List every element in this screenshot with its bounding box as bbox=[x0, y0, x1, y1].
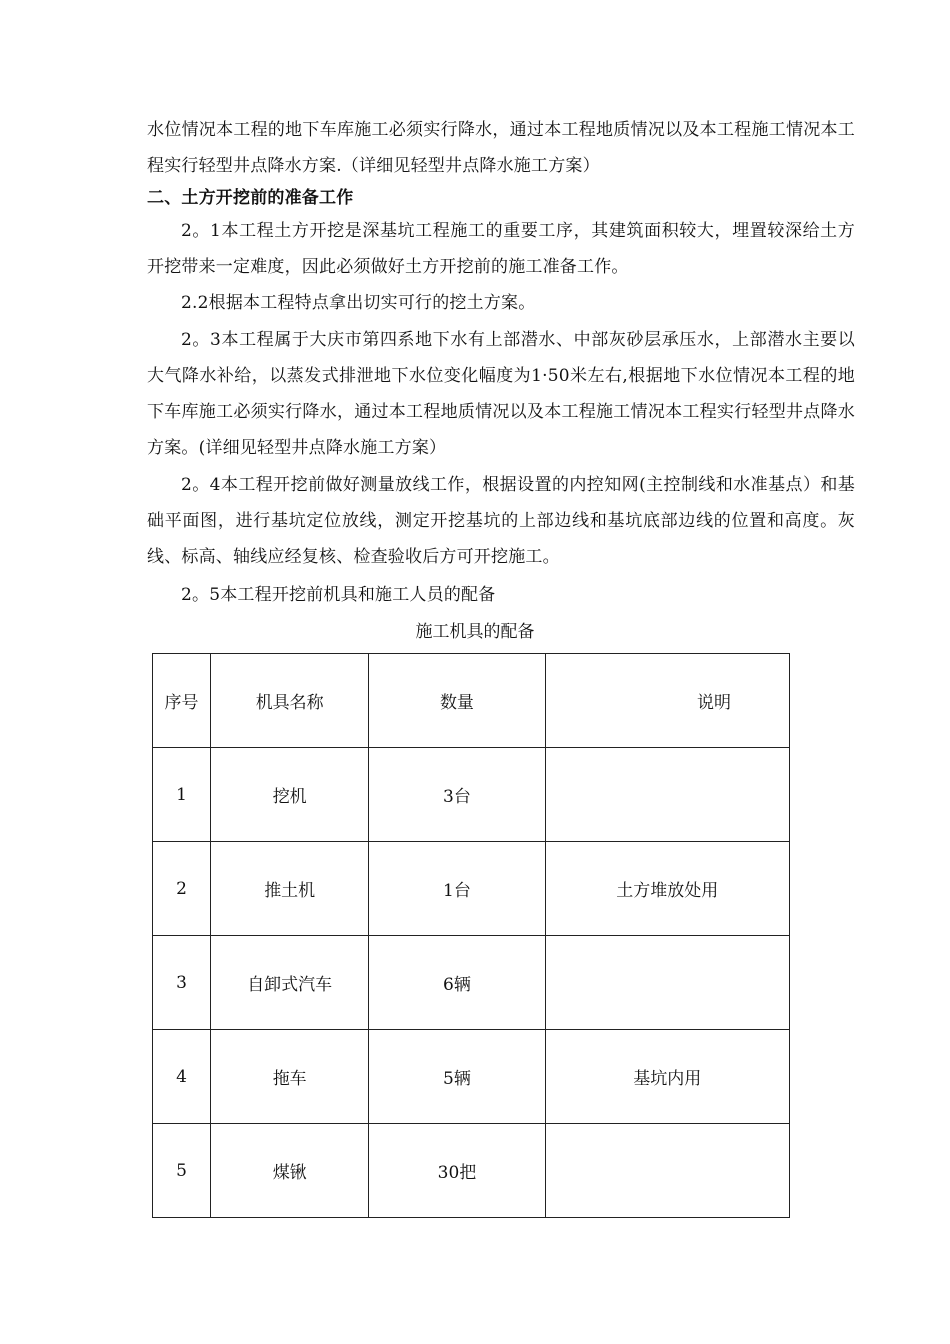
cell-index: 1 bbox=[153, 748, 211, 842]
cell-equipment-name: 推土机 bbox=[211, 842, 369, 936]
table-row bbox=[153, 936, 790, 1030]
header-description: 说明 bbox=[545, 654, 789, 748]
paragraph-2-3: 2。3本工程属于大庆市第四系地下水有上部潜水、中部灰砂层承压水，上部潜水主要以大气降水补给，以蒸发式排泄地下水位变化幅度为1·50米左右,根据地下水位情况本工程的地下车库施工必须实行降水，通过本工程地质情况以及本工程施工情况本工程实行轻型井点降水方案。(详细见轻型井点降水施工方案） bbox=[147, 330, 855, 458]
cell-equipment-name: 拖车 bbox=[211, 1030, 369, 1124]
table-row bbox=[153, 1030, 790, 1124]
cell-description bbox=[545, 748, 789, 842]
cell-index: 3 bbox=[153, 936, 211, 1030]
section-heading: 二、土方开挖前的准备工作 bbox=[147, 188, 354, 208]
table-header-row bbox=[153, 654, 790, 748]
cell-index: 2 bbox=[153, 842, 211, 936]
paragraph-2-1: 2。1本工程土方开挖是深基坑工程施工的重要工序，其建筑面积较大，埋置较深给土方开挖带来一定难度，因此必须做好土方开挖前的施工准备工作。 bbox=[147, 221, 855, 277]
cell-quantity: 30把 bbox=[369, 1124, 545, 1218]
table-row bbox=[153, 1124, 790, 1218]
table-caption: 施工机具的配备 bbox=[415, 622, 535, 642]
cell-quantity: 5辆 bbox=[369, 1030, 545, 1124]
cell-index: 4 bbox=[153, 1030, 211, 1124]
cell-description: 基坑内用 bbox=[545, 1030, 789, 1124]
paragraph-water-level: 水位情况本工程的地下车库施工必须实行降水，通过本工程地质情况以及本工程施工情况本工程实行轻型井点降水方案.（详细见轻型井点降水施工方案） bbox=[147, 120, 855, 176]
cell-description bbox=[545, 1124, 789, 1218]
paragraph-2-4: 2。4本工程开挖前做好测量放线工作，根据设置的内控知网(主控制线和水准基点）和基础平面图，进行基坑定位放线，测定开挖基坑的上部边线和基坑底部边线的位置和高度。灰线、标高、轴线应经复核、检查验收后方可开挖施工。 bbox=[147, 475, 855, 567]
cell-equipment-name: 挖机 bbox=[211, 748, 369, 842]
paragraph-2-2: 2.2根据本工程特点拿出切实可行的挖土方案。 bbox=[181, 293, 536, 313]
cell-description: 土方堆放处用 bbox=[545, 842, 789, 936]
table-row bbox=[153, 748, 790, 842]
header-index: 序号 bbox=[153, 654, 211, 748]
cell-equipment-name: 煤锹 bbox=[211, 1124, 369, 1218]
cell-description bbox=[545, 936, 789, 1030]
cell-index: 5 bbox=[153, 1124, 211, 1218]
cell-equipment-name: 自卸式汽车 bbox=[211, 936, 369, 1030]
cell-quantity: 1台 bbox=[369, 842, 545, 936]
cell-quantity: 3台 bbox=[369, 748, 545, 842]
table-row bbox=[153, 842, 790, 936]
equipment-table bbox=[152, 653, 790, 1218]
header-quantity: 数量 bbox=[369, 654, 545, 748]
header-equipment-name: 机具名称 bbox=[211, 654, 369, 748]
paragraph-2-5: 2。5本工程开挖前机具和施工人员的配备 bbox=[181, 585, 496, 605]
cell-quantity: 6辆 bbox=[369, 936, 545, 1030]
